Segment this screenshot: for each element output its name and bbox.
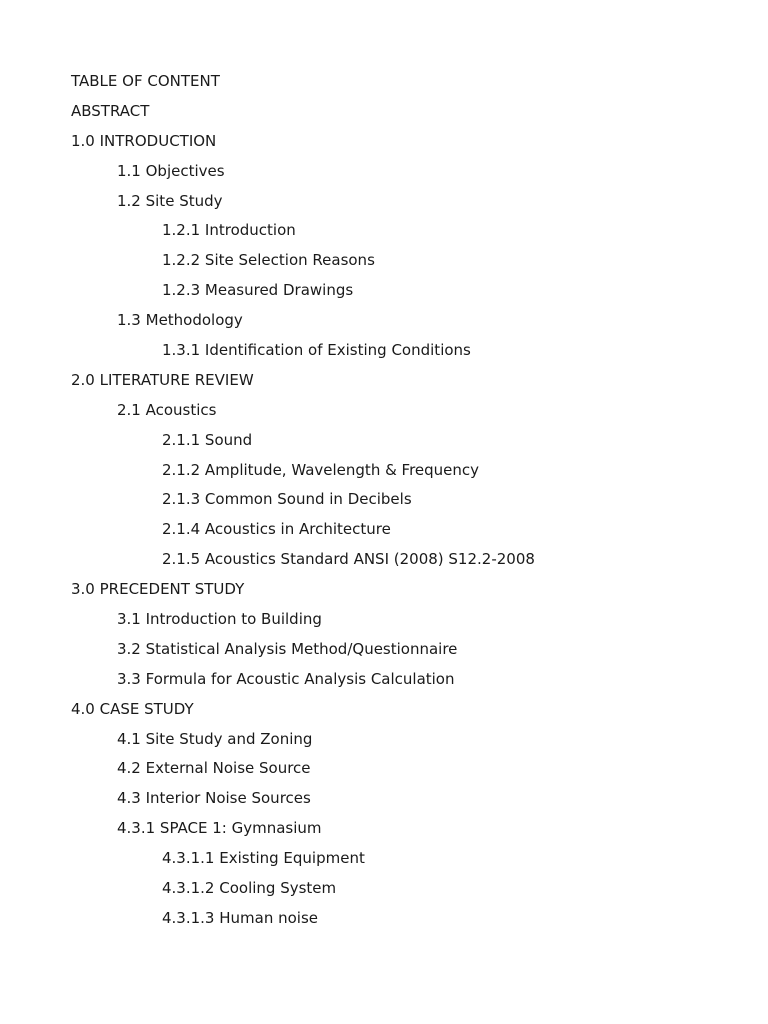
toc-entry: 2.1.3 Common Sound in Decibels [162,490,412,509]
toc-entry: 4.3.1.1 Existing Equipment [162,849,365,868]
toc-entry: 4.1 Site Study and Zoning [117,729,313,748]
toc-entry: 4.3 Interior Noise Sources [117,789,311,808]
toc-entry: 1.3 Methodology [117,311,243,330]
toc-entry: 2.1.2 Amplitude, Wavelength & Frequency [162,460,480,479]
toc-entry: 4.0 CASE STUDY [71,699,194,718]
table-of-contents [71,69,535,936]
toc-entry: 1.2.3 Measured Drawings [162,281,354,300]
toc-entry: 2.1.5 Acoustics Standard ANSI (2008) S12.2-2008 [162,550,535,569]
toc-entry: 1.1 Objectives [117,161,225,180]
toc-entry: 2.1.4 Acoustics in Architecture [162,520,391,539]
toc-entry: 1.3.1 Identification of Existing Conditions [162,341,471,360]
toc-entry: 1.2.1 Introduction [162,221,296,240]
toc-entry: 2.1.1 Sound [162,430,253,449]
toc-entry: 2.0 LITERATURE REVIEW [71,370,254,389]
toc-entry: 1.0 INTRODUCTION [71,131,217,150]
toc-entry: 2.1 Acoustics [117,400,217,419]
toc-entry: 3.1 Introduction to Building [117,610,322,629]
toc-entry: 1.2.2 Site Selection Reasons [162,251,375,270]
toc-entry: 4.3.1.3 Human noise [162,908,319,927]
toc-entry: ABSTRACT [71,101,150,120]
toc-entry: 3.2 Statistical Analysis Method/Questionnaire [117,639,458,658]
toc-entry: 3.3 Formula for Acoustic Analysis Calculation [117,669,455,688]
toc-entry: 3.0 PRECEDENT STUDY [71,580,245,599]
toc-entry: TABLE OF CONTENT [71,72,220,90]
toc-entry: 4.2 External Noise Source [117,759,311,778]
toc-entry: 1.2 Site Study [117,191,223,210]
toc-entry: 4.3.1.2 Cooling System [162,879,337,898]
toc-entry: 4.3.1 SPACE 1: Gymnasium [117,819,322,838]
